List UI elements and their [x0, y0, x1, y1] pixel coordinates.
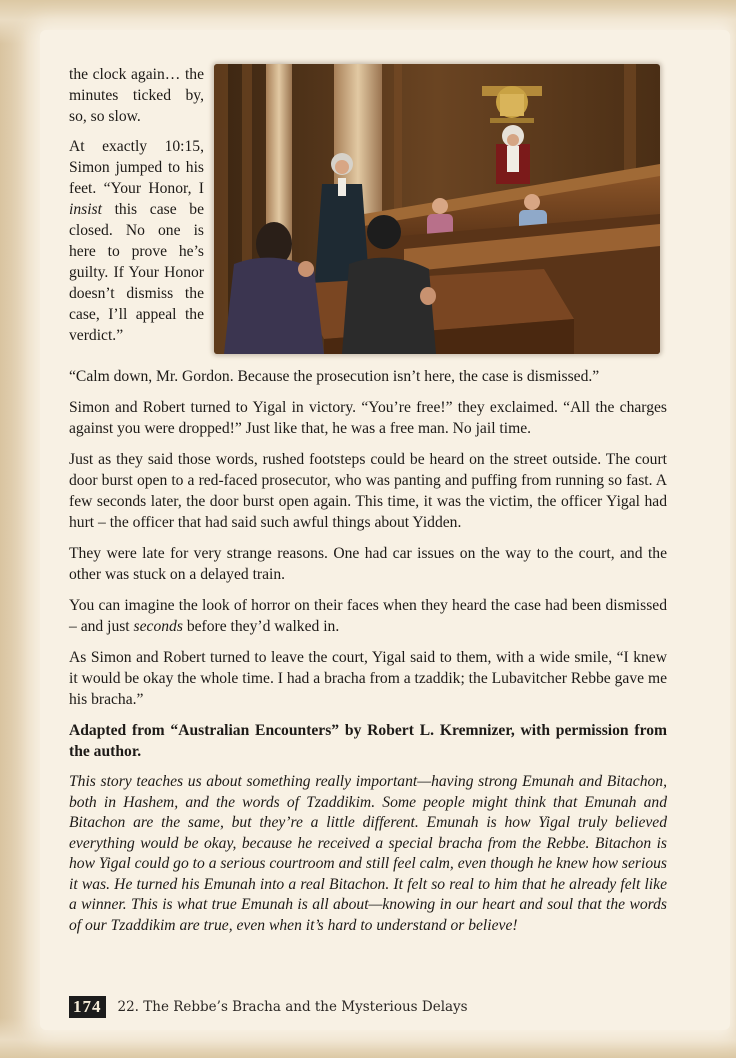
side-paragraph-2-text-b: this case be closed. No one is here to prove he’s guilty. If Your Honor doesn’t dismiss the case, I’ll appeal the verdict.”: [69, 201, 204, 344]
paragraph-5-text-a: You can imagine the look of horror on their faces when they heard the case had been dismissed – and just: [69, 597, 667, 635]
paragraph-4: They were late for very strange reasons. One had car issues on the way to the court, and the other was stuck on a delayed train.: [69, 545, 667, 583]
side-paragraph-1: the clock again… the minutes ticked by, so, so slow.: [69, 66, 204, 125]
side-column: [69, 64, 204, 355]
paragraph-5-text-b: before they’d walked in.: [182, 618, 340, 635]
top-row: [69, 64, 667, 355]
paragraph-2: Simon and Robert turned to Yigal in victory. “You’re free!” they exclaimed. “All the charges against you were dropped!” Just like that, he was a free man. No jail time.: [69, 399, 667, 437]
side-paragraph-2-text-a: At exactly 10:15, Simon jumped to his feet. “Your Honor, I: [69, 138, 204, 197]
page-content: [69, 64, 667, 946]
side-paragraph-2: [69, 136, 204, 346]
courtroom-illustration: [214, 64, 660, 354]
page-number: 174: [69, 996, 106, 1018]
paragraph-5: [69, 595, 667, 637]
chapter-title: 22. The Rebbe’s Bracha and the Mysterious Delays: [117, 999, 468, 1015]
paragraph-5-emphasis: seconds: [133, 618, 183, 635]
credit-line: Adapted from “Australian Encounters” by Robert L. Kremnizer, with permission from the author.: [69, 722, 667, 760]
page-footer: [69, 996, 468, 1018]
side-paragraph-2-emphasis: insist: [69, 201, 102, 218]
courtroom-illustration-svg: [214, 64, 660, 354]
paragraph-3: Just as they said those words, rushed footsteps could be heard on the street outside. The court door burst open to a red-faced prosecutor, who was panting and puffing from running so fast. A few seconds later, the door burst open again. This time, it was the victim, the officer Yigal had hurt – the officer that had said such awful things about Yidden.: [69, 451, 667, 531]
lesson-paragraph: This story teaches us about something really important—having strong Emunah and Bitachon, both in Hashem, and the words of Tzaddikim. Some people might think that Emunah and Bitachon are the same, but they’re a little different. Emunah is how Yigal truly believed everything would be okay, because he received a special bracha from the Rebbe. Bitachon is how Yigal could go to a serious courtroom and still feel calm, even though he knew how serious it was. He turned his Emunah into a real Bitachon. It felt so real to him that he already felt like a winner. This is what true Emunah is all about—knowing in our heart and soul that the words of our Tzaddikim are true, even when it’s hard to understand or believe!: [69, 773, 667, 934]
paragraph-6: As Simon and Robert turned to leave the court, Yigal said to them, with a wide smile, “I knew it would be okay the whole time. I had a bracha from a tzaddik; the Lubavitcher Rebbe gave me his bracha.”: [69, 649, 667, 708]
paragraph-1: “Calm down, Mr. Gordon. Because the prosecution isn’t here, the case is dismissed.”: [69, 368, 600, 385]
